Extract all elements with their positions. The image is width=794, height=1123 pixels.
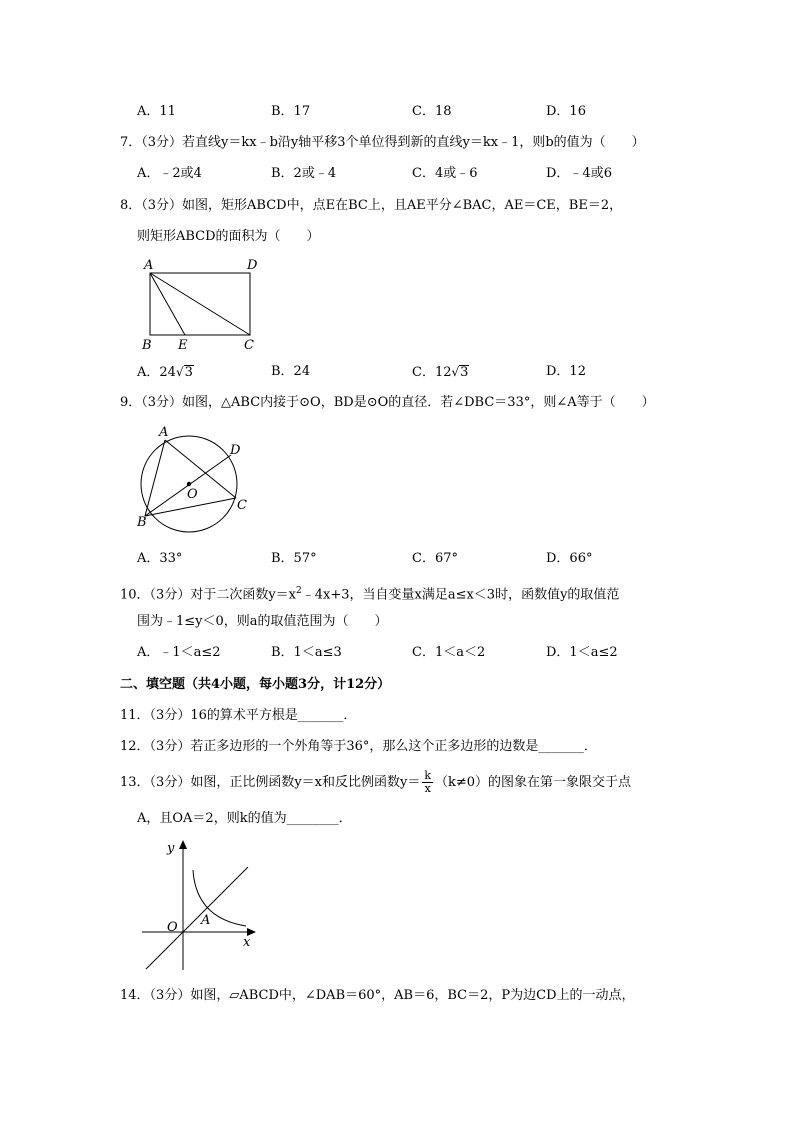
q11-stem: 11．（3分）16的算术平方根是_______． bbox=[120, 708, 357, 723]
q13-stem-line1: 13．（3分）如图，正比例函数y＝x和反比例函数y＝ $\frac{k}{x}$ （k≠0）的图象在第一象限交于点 bbox=[120, 769, 632, 795]
q7-option-c: C．4或﹣6 bbox=[412, 166, 478, 181]
q14-stem: 14．（3分）如图，▱ABCD中，∠DAB＝60°，AB＝6，BC＝2，P为边CD上的一动点， bbox=[120, 988, 635, 1003]
q8-option-a: A．24√3 bbox=[137, 365, 193, 380]
q8-stem-line1: 8．（3分）如图，矩形ABCD中，点E在BC上，且AE平分∠BAC，AE＝CE，BE＝2， bbox=[120, 198, 623, 213]
segment-ae bbox=[150, 273, 185, 335]
label-a: A bbox=[201, 913, 211, 928]
label-b: B bbox=[142, 338, 152, 353]
q13-graph-figure bbox=[138, 838, 260, 973]
label-o: O bbox=[187, 487, 198, 502]
label-c: C bbox=[237, 498, 247, 513]
q7-option-a: A．﹣2或4 bbox=[137, 166, 202, 181]
label-y: y bbox=[167, 841, 175, 856]
diagonal-ac bbox=[150, 273, 250, 335]
label-e: E bbox=[178, 338, 188, 353]
q9-option-b: B．57° bbox=[271, 551, 317, 566]
label-b: B bbox=[137, 515, 147, 530]
label-c: C bbox=[244, 338, 254, 353]
q10-option-a: A．﹣1＜a≤2 bbox=[137, 645, 221, 660]
q6-option-a: A．11 bbox=[137, 104, 176, 119]
label-x: x bbox=[243, 935, 251, 950]
label-o: O bbox=[167, 920, 178, 935]
label-a: A bbox=[144, 258, 154, 273]
side-ac bbox=[165, 440, 236, 498]
q6-option-d: D．16 bbox=[546, 104, 586, 119]
q10-option-b: B．1＜a≤3 bbox=[271, 645, 342, 660]
y-axis-arrow bbox=[179, 840, 187, 849]
q8-rectangle-figure bbox=[138, 255, 263, 355]
q7-option-b: B．2或﹣4 bbox=[271, 166, 337, 181]
label-d: D bbox=[247, 258, 258, 273]
label-a: A bbox=[159, 425, 169, 440]
q7-option-d: D．﹣4或6 bbox=[546, 166, 612, 181]
q6-option-c: C．18 bbox=[412, 104, 452, 119]
q9-option-d: D．66° bbox=[546, 551, 593, 566]
q8-option-d: D．12 bbox=[546, 364, 586, 379]
q13-stem-line2: A，且OA＝2，则k的值为________． bbox=[137, 811, 352, 826]
q9-stem: 9．（3分）如图，△ABC内接于⊙O，BD是⊙O的直径．若∠DBC＝33°，则∠A等于（ ） bbox=[120, 395, 655, 410]
q10-stem-line2: 围为﹣1≤y＜0，则a的取值范围为（ ） bbox=[137, 614, 388, 629]
q9-circle-figure bbox=[135, 422, 255, 537]
label-d: D bbox=[230, 443, 241, 458]
q12-stem: 12．（3分）若正多边形的一个外角等于36°，那么这个正多边形的边数是_______． bbox=[120, 739, 597, 754]
q8-option-c: C．12√3 bbox=[412, 365, 469, 380]
section-title: 二、填空题（共4小题，每小题3分，计12分） bbox=[120, 677, 391, 692]
q8-stem-line2: 则矩形ABCD的面积为（ ） bbox=[137, 229, 320, 244]
q10-stem-line1: 10．（3分）对于二次函数$y=x^2﹣4x+3$，当自变量x满足a≤x＜3时，函数值y的取值范 bbox=[120, 586, 620, 603]
q9-option-c: C．67° bbox=[412, 551, 458, 566]
q10-option-c: C．1＜a＜2 bbox=[412, 645, 486, 660]
q8-option-b: B．24 bbox=[271, 364, 311, 379]
q7-stem: 7．（3分）若直线y＝kx﹣b沿y轴平移3个单位得到新的直线y＝kx﹣1，则b的值为（ ） bbox=[120, 135, 645, 150]
q6-option-b: B．17 bbox=[271, 104, 311, 119]
fraction-k-over-x: $\frac{k}{x}$ bbox=[424, 769, 432, 795]
q10-option-d: D．1＜a≤2 bbox=[546, 645, 618, 660]
side-ab bbox=[145, 440, 165, 516]
center-o-dot bbox=[187, 482, 191, 486]
q9-option-a: A．33° bbox=[137, 551, 183, 566]
line-y-equals-x bbox=[146, 867, 248, 969]
